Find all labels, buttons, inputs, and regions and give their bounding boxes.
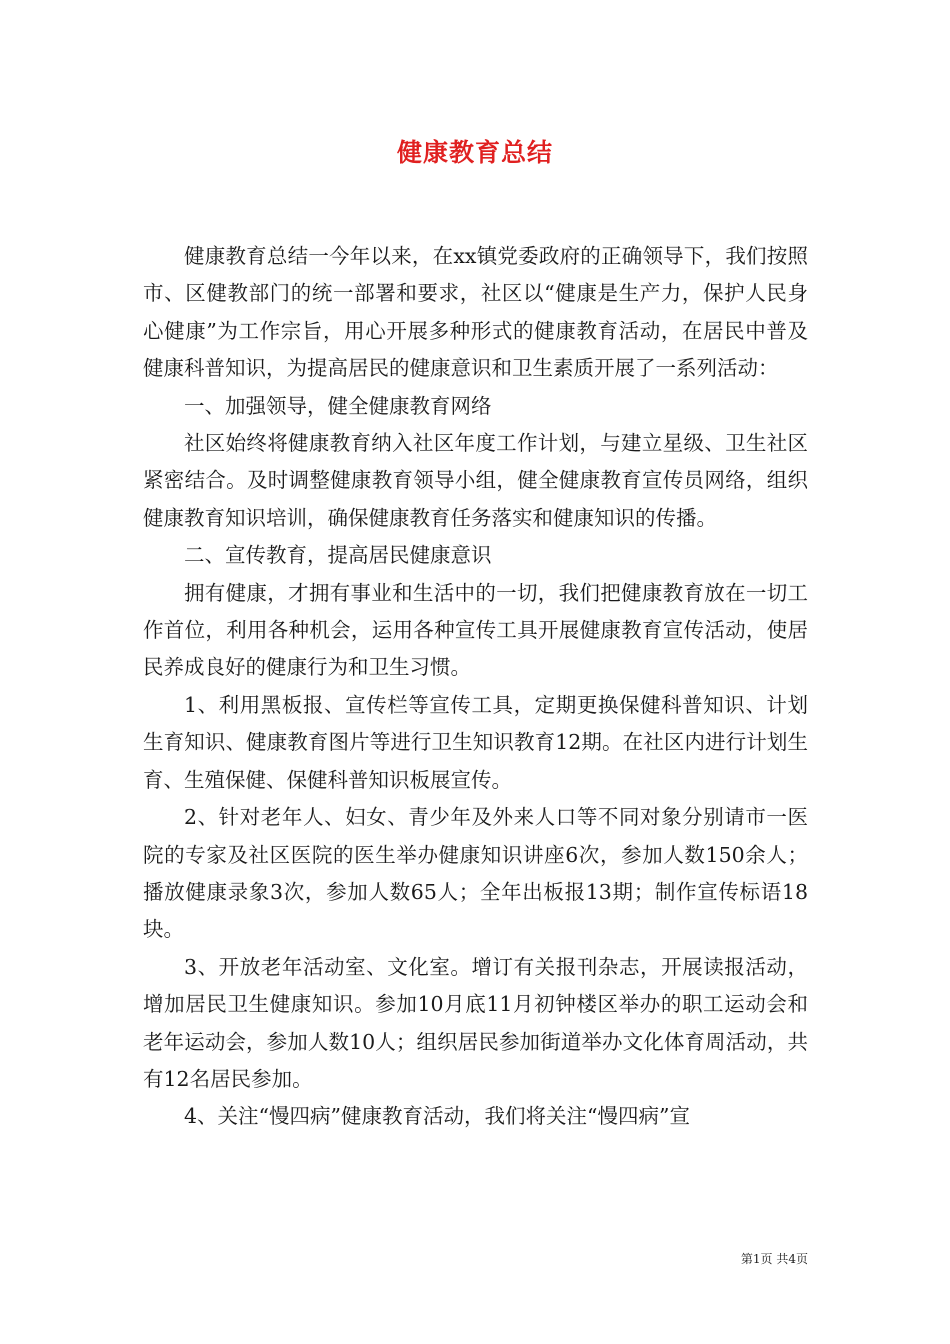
page-number-footer: 第1页 共4页 — [740, 1252, 808, 1266]
list-item-1: 1、利用黑板报、宣传栏等宣传工具，定期更换保健科普知识、计划生育知识、健康教育图片等进行卫生知识教育12期。在社区内进行计划生育、生殖保健、保健科普知识板展宣传。 — [143, 692, 808, 792]
section-heading-1: 一、加强领导，健全健康教育网络 — [184, 393, 492, 418]
paragraph-intro: 健康教育总结一今年以来，在xx镇党委政府的正确领导下，我们按照市、区健教部门的统一部署和要求，社区以“健康是生产力，保护人民身心健康”为工作宗旨，用心开展多种形式的健康教育活动，在居民中普及健康科普知识，为提高居民的健康意识和卫生素质开展了一系列活动： — [143, 244, 808, 381]
list-item-2: 2、针对老年人、妇女、青少年及外来人口等不同对象分别请市一医院的专家及社区医院的医生举办健康知识讲座6次，参加人数150余人；播放健康录象3次，参加人数65人；全年出板报13期；制作宣传标语18块。 — [143, 805, 808, 942]
document-title: 健康教育总结 — [396, 138, 553, 167]
document-body — [143, 238, 808, 1136]
paragraph-section-1: 社区始终将健康教育纳入社区年度工作计划，与建立星级、卫生社区紧密结合。及时调整健康教育领导小组，健全健康教育宣传员网络，组织健康教育知识培训，确保健康教育任务落实和健康知识的传播。 — [143, 431, 808, 530]
list-item-3: 3、开放老年活动室、文化室。增订有关报刊杂志，开展读报活动，增加居民卫生健康知识。参加10月底11月初钟楼区举办的职工运动会和老年运动会，参加人数10人；组织居民参加街道举办文化体育周活动，共有12名居民参加。 — [143, 954, 808, 1091]
list-item-4: 4、关注“慢四病”健康教育活动，我们将关注“慢四病”宣 — [184, 1104, 690, 1129]
section-heading-2: 二、宣传教育，提高居民健康意识 — [184, 543, 492, 568]
paragraph-section-2: 拥有健康，才拥有事业和生活中的一切，我们把健康教育放在一切工作首位，利用各种机会，运用各种宣传工具开展健康教育宣传活动，使居民养成良好的健康行为和卫生习惯。 — [143, 580, 808, 680]
